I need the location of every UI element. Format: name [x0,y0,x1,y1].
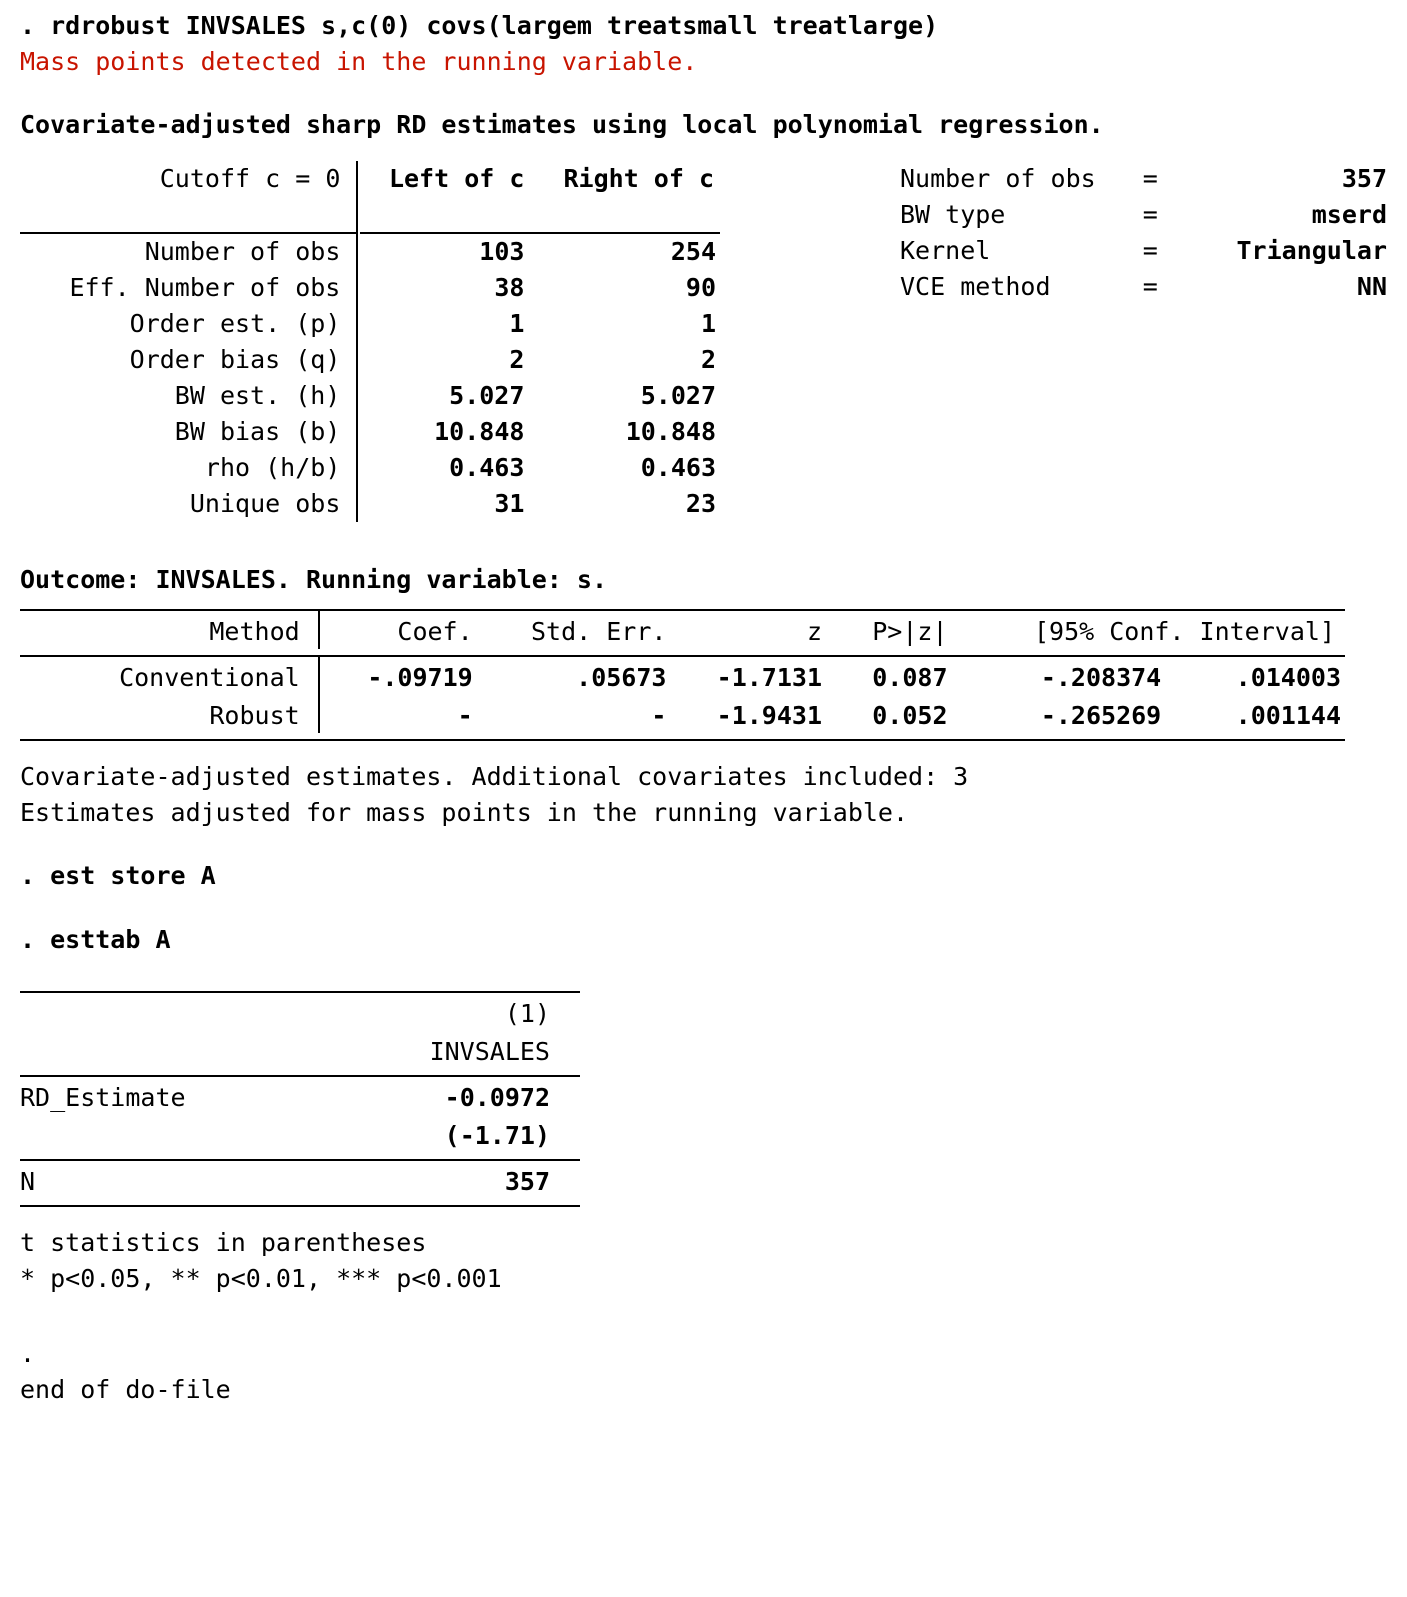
esttab-header-name-row [20,1031,580,1069]
rule-seg [20,649,319,656]
estimate-label: RD_Estimate [20,1082,186,1112]
row-ci-low: -.208374 [1040,662,1162,692]
header-conf-interval: [95% Conf. Interval] [1033,616,1335,646]
rule-seg [676,733,832,740]
info-equals: = [1142,164,1158,193]
row-label: BW est. (h) [174,381,341,410]
table-row [20,378,720,414]
row-left-value: 38 [494,273,525,302]
table-row [20,233,720,270]
header-std-err: Std. Err. [531,616,667,646]
info-label: BW type [900,200,1006,229]
cutoff-label: Cutoff c = 0 [159,164,341,193]
rule-seg [20,1199,305,1206]
estimate-value: -0.0972 [444,1082,550,1112]
row-right-value: 23 [685,489,716,518]
rule-seg [485,733,677,740]
table-row [20,414,720,450]
rule-seg [485,603,677,610]
row-z: -1.7131 [716,662,822,692]
table-rule [20,603,1345,610]
rule-seg [485,649,677,656]
rule-seg [20,1069,305,1076]
row-std-err: - [651,700,667,730]
table-row [20,1076,580,1115]
row-right-value: 2 [700,345,716,374]
n-label: N [20,1166,36,1196]
header-method: Method [209,616,300,646]
row-right-value: 254 [670,237,716,266]
row-label: Order est. (p) [129,309,341,338]
empty-cell [20,992,305,1031]
table-row [20,695,1345,733]
covariate-note-line-2: Estimates adjusted for mass points in the running variable. [20,797,909,827]
end-of-do-file: end of do-file [20,1374,231,1404]
rule-seg [321,603,485,610]
mass-points-warning: Mass points detected in the running variable. [20,46,698,76]
info-label: VCE method [900,272,1051,301]
row-label: Number of obs [144,237,341,266]
row-method: Conventional [119,662,300,692]
row-left-value: 5.027 [449,381,525,410]
header-pvalue: P>|z| [872,616,948,646]
row-label: Unique obs [189,489,341,518]
trailing-dot: . [20,1339,36,1368]
row-ci-high: .014003 [1235,662,1341,692]
table-rule [20,649,1345,656]
header-coef: Coef. [397,616,473,646]
rule-mid [360,197,530,233]
row-z: -1.9431 [716,700,822,730]
table-header-row [20,161,720,197]
rule-seg [1171,603,1345,610]
rule-seg [20,1153,305,1160]
row-left-value: 0.463 [449,453,525,482]
esttab-table [20,985,580,1207]
row-right-value: 1 [700,309,716,338]
row-left-value: 103 [479,237,525,266]
row-left-value: 10.848 [434,417,525,446]
table-row [20,306,720,342]
row-label: BW bias (b) [174,417,341,446]
rule-left [20,197,357,233]
table-row [20,486,720,522]
rd-summary-table [20,161,720,522]
empty-cell [20,1115,305,1153]
table-rule [20,733,1345,740]
rule-seg [676,649,832,656]
rule-seg [20,733,319,740]
table-row [20,1115,580,1153]
info-value: mserd [1311,200,1387,229]
row-coef: -.09719 [367,662,473,692]
rule-seg [20,603,319,610]
info-value: Triangular [1236,236,1387,265]
rule-seg [305,1069,580,1076]
info-row [900,269,1387,305]
info-equals: = [1142,272,1158,301]
row-label: Order bias (q) [129,345,341,374]
rule-right [530,197,720,233]
rule-seg [20,985,305,992]
row-right-value: 90 [685,273,716,302]
rule-seg [321,733,485,740]
row-std-err: .05673 [576,662,667,692]
row-right-value: 0.463 [640,453,716,482]
rule-seg [832,733,958,740]
row-method: Robust [209,700,300,730]
run-info-table-wrap [900,161,1387,305]
info-label: Number of obs [900,164,1096,193]
row-right-value: 10.848 [625,417,716,446]
table-rule [20,1153,580,1160]
table-rule [20,985,580,992]
info-label: Kernel [900,236,991,265]
info-row [900,233,1387,269]
row-label: Eff. Number of obs [69,273,341,302]
table-rule [20,197,720,233]
info-row [900,161,1387,197]
info-equals: = [1142,200,1158,229]
esttab-note-1: t statistics in parentheses [20,1228,427,1257]
row-right-value: 5.027 [640,381,716,410]
rule-seg [832,649,958,656]
command-line-rdrobust: . rdrobust INVSALES s,c(0) covs(largem treatsmall treatlarge) [20,11,939,40]
rule-seg [676,603,832,610]
estimate-tstat: (-1.71) [444,1120,550,1150]
info-value: NN [1356,272,1387,301]
rd-summary-table-wrap [20,161,720,522]
esttab-note-2: * p<0.05, ** p<0.01, *** p<0.001 [20,1263,502,1293]
command-line-esttab: . esttab A [20,924,171,954]
table-rule [20,1199,580,1206]
run-info-table [900,161,1387,305]
table-row [20,1160,580,1199]
rule-seg [305,985,580,992]
rule-seg [305,1153,580,1160]
rule-seg [1171,733,1345,740]
row-pvalue: 0.052 [872,700,948,730]
rule-seg [305,1199,580,1206]
table-row [20,656,1345,695]
summary-block [20,161,1387,522]
row-coef: - [457,700,473,730]
results-header-row [20,610,1345,649]
table-row [20,450,720,486]
rule-seg [958,603,1172,610]
row-ci-low: -.265269 [1040,700,1162,730]
rd-estimates-title: Covariate-adjusted sharp RD estimates using local polynomial regression. [20,110,1104,139]
row-left-value: 31 [494,489,525,518]
right-of-c-header: Right of c [563,164,714,193]
empty-cell [20,1031,305,1069]
rule-seg [832,603,958,610]
row-left-value: 2 [509,345,525,374]
info-value: 357 [1341,164,1387,193]
table-rule [20,1069,580,1076]
header-z: z [806,616,822,646]
n-value: 357 [504,1166,550,1196]
rule-seg [321,649,485,656]
column-number: (1) [504,998,550,1028]
table-row [20,270,720,306]
rule-seg [1171,649,1345,656]
row-label: rho (h/b) [204,453,341,482]
left-of-c-header: Left of c [388,164,525,193]
esttab-header-number-row [20,992,580,1031]
row-left-value: 1 [509,309,525,338]
info-equals: = [1142,236,1158,265]
row-ci-high: .001144 [1235,700,1341,730]
rd-results-table [20,603,1345,741]
command-line-est-store: . est store A [20,861,216,890]
covariate-note-line-1: Covariate-adjusted estimates. Additional covariates included: 3 [20,762,969,791]
rule-seg [958,649,1172,656]
rule-seg [958,733,1172,740]
info-row [900,197,1387,233]
table-row [20,342,720,378]
row-pvalue: 0.087 [872,662,948,692]
outcome-running-variable-line: Outcome: INVSALES. Running variable: s. [20,564,607,594]
column-name: INVSALES [429,1036,550,1066]
